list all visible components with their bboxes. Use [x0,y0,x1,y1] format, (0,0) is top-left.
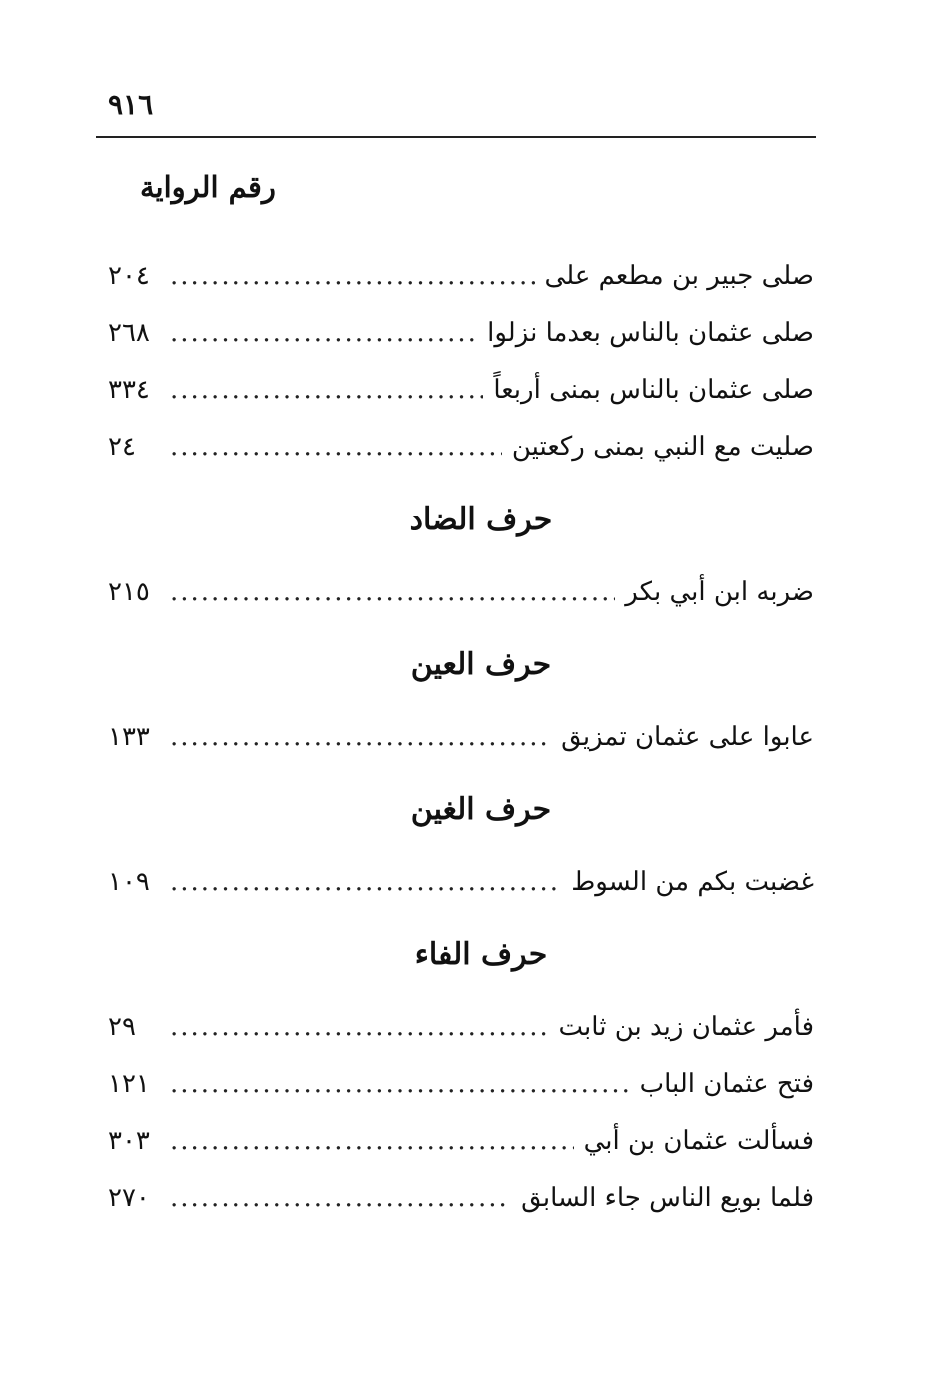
section-heading: حرف الضاد [409,502,553,537]
entry-text: صلى جبير بن مطعم على [544,261,814,291]
entry-text: صلى عثمان بالناس بمنى أربعاً [493,375,814,405]
entry-text: فلما بويع الناس جاء السابق [521,1183,814,1213]
dot-leader [170,564,615,621]
section-heading: حرف العين [410,647,552,682]
section-heading: حرف الفاء [414,937,548,972]
dot-leader [170,1113,574,1170]
section-heading: حرف الغين [410,792,552,827]
entry-text: فأمر عثمان زيد بن ثابت [558,1012,814,1042]
page-number: ٩١٦ [108,88,154,121]
dot-leader [170,248,535,305]
dot-leader [170,419,502,476]
index-entry [108,362,814,419]
dot-leader [170,1056,630,1113]
index-entry [108,1056,814,1113]
entry-number: ٢٤ [108,432,136,462]
index-entry [108,709,814,766]
entry-number: ٢٩ [108,1012,136,1042]
column-label: رقم الرواية [140,170,276,204]
entry-number: ٣٠٣ [108,1126,150,1156]
index-entry [108,564,814,621]
header-rule [96,136,816,138]
dot-leader [170,362,483,419]
index-entry [108,1113,814,1170]
entry-number: ١٠٩ [108,867,150,897]
entry-text: صليت مع النبي بمنى ركعتين [511,432,814,462]
index-entries [108,248,814,1227]
entry-text: صلى عثمان بالناس بعدما نزلوا [487,318,814,348]
index-entry [108,305,814,362]
entry-number: ١٢١ [108,1069,150,1099]
index-entry [108,419,814,476]
entry-number: ١٣٣ [108,722,150,752]
entry-text: ضربه ابن أبي بكر [625,577,814,607]
dot-leader [170,1170,511,1227]
index-entry [108,999,814,1056]
dot-leader [170,999,549,1056]
index-entry [108,248,814,305]
entry-number: ٢٠٤ [108,261,150,291]
entry-number: ٢٦٨ [108,318,150,348]
entry-text: فتح عثمان الباب [639,1069,814,1099]
dot-leader [170,305,477,362]
dot-leader [170,854,561,911]
index-entry [108,1170,814,1227]
entry-text: غضبت بكم من السوط [571,867,814,897]
entry-text: عابوا على عثمان تمزيق [561,722,814,752]
index-entry [108,854,814,911]
entry-number: ٣٣٤ [108,375,150,405]
entry-number: ٢١٥ [108,577,150,607]
entry-number: ٢٧٠ [108,1183,150,1213]
dot-leader [170,709,551,766]
entry-text: فسألت عثمان بن أبي [583,1126,814,1156]
